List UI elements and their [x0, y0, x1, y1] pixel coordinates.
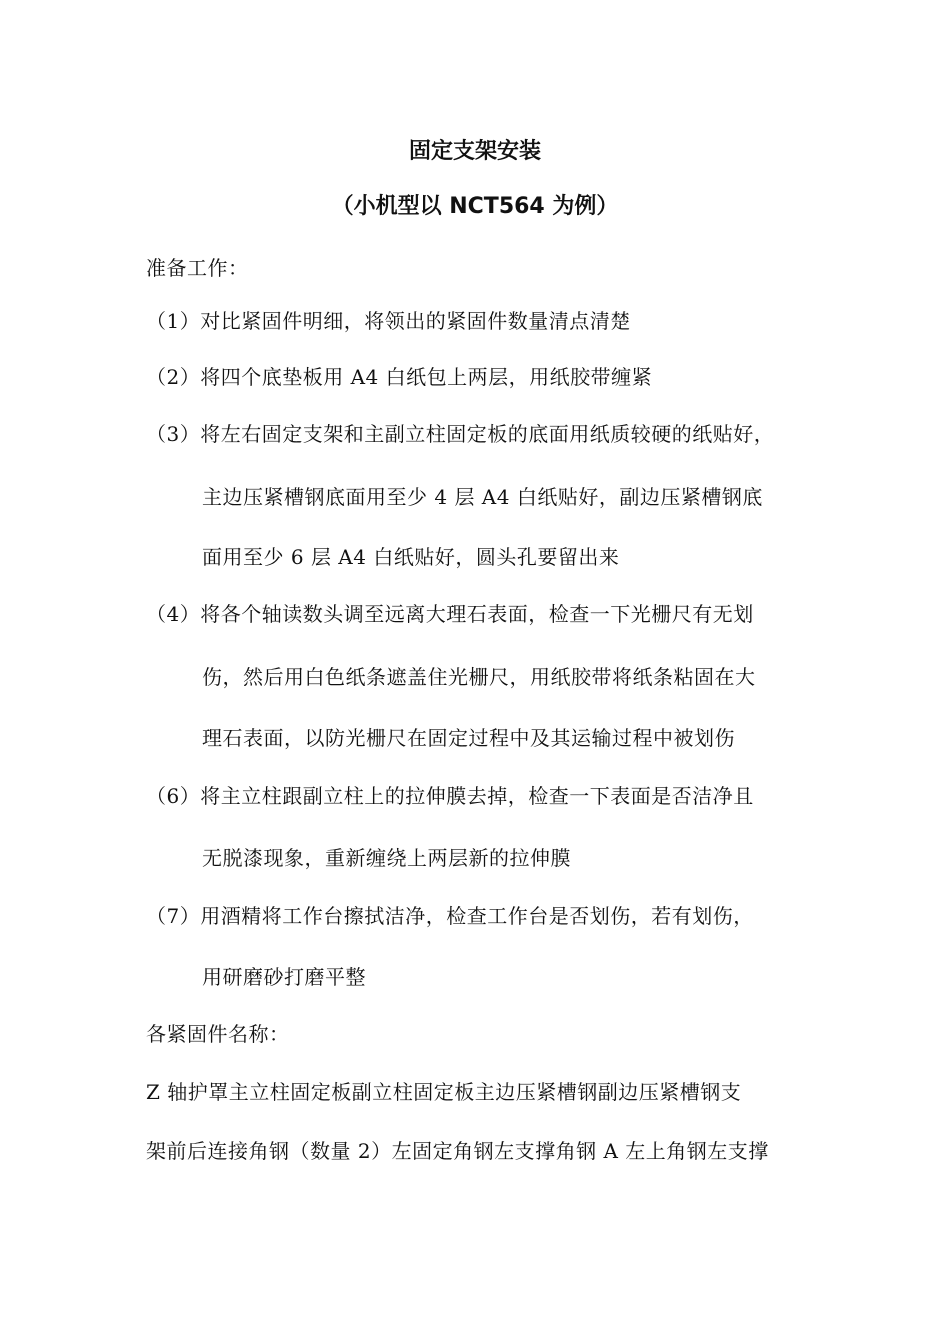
- step-continuation: 伤，然后用白色纸条遮盖住光栅尺，用纸胶带将纸条粘固在大: [202, 665, 756, 689]
- step-continuation: 主边压紧槽钢底面用至少 4 层 A4 白纸贴好，副边压紧槽钢底: [202, 485, 763, 509]
- step-continuation: 用研磨砂打磨平整: [202, 965, 366, 989]
- step-continuation: 无脱漆现象，重新缠绕上两层新的拉伸膜: [202, 846, 571, 870]
- step-number: （3）: [146, 422, 201, 446]
- step-text: 将四个底垫板用 A4 白纸包上两层，用纸胶带缠紧: [200, 365, 653, 389]
- document-title: 固定支架安装: [408, 139, 541, 164]
- step-7: [146, 901, 754, 931]
- step-number: （7）: [146, 904, 201, 928]
- step-number: （1）: [146, 309, 201, 333]
- step-number: （4）: [146, 602, 201, 626]
- document-subtitle: （小机型以 NCT564 为例）: [331, 194, 619, 219]
- step-6: [146, 781, 754, 811]
- fasteners-list-line: 架前后连接角钢（数量 2）左固定角钢左支撑角钢 A 左上角钢左支撑: [146, 1139, 769, 1163]
- step-text: 将左右固定支架和主副立柱固定板的底面用纸质较硬的纸贴好，: [200, 422, 775, 446]
- step-text: 将主立柱跟副立柱上的拉伸膜去掉，检查一下表面是否洁净且: [200, 784, 754, 808]
- step-4: [146, 599, 754, 629]
- step-continuation: 理石表面，以防光栅尺在固定过程中及其运输过程中被划伤: [202, 726, 735, 750]
- step-number: （6）: [146, 784, 201, 808]
- step-continuation: 面用至少 6 层 A4 白纸贴好，圆头孔要留出来: [202, 545, 620, 569]
- step-1: [146, 306, 631, 336]
- fasteners-heading: 各紧固件名称：: [146, 1022, 290, 1046]
- fasteners-list-line: Z 轴护罩主立柱固定板副立柱固定板主边压紧槽钢副边压紧槽钢支: [146, 1080, 742, 1104]
- step-text: 用酒精将工作台擦拭洁净，检查工作台是否划伤，若有划伤，: [200, 904, 754, 928]
- step-text: 对比紧固件明细，将领出的紧固件数量清点清楚: [200, 309, 631, 333]
- step-number: （2）: [146, 365, 201, 389]
- step-text: 将各个轴读数头调至远离大理石表面，检查一下光栅尺有无划: [200, 602, 754, 626]
- step-2: [146, 362, 652, 392]
- prep-heading: 准备工作：: [146, 256, 249, 280]
- step-3: [146, 419, 774, 449]
